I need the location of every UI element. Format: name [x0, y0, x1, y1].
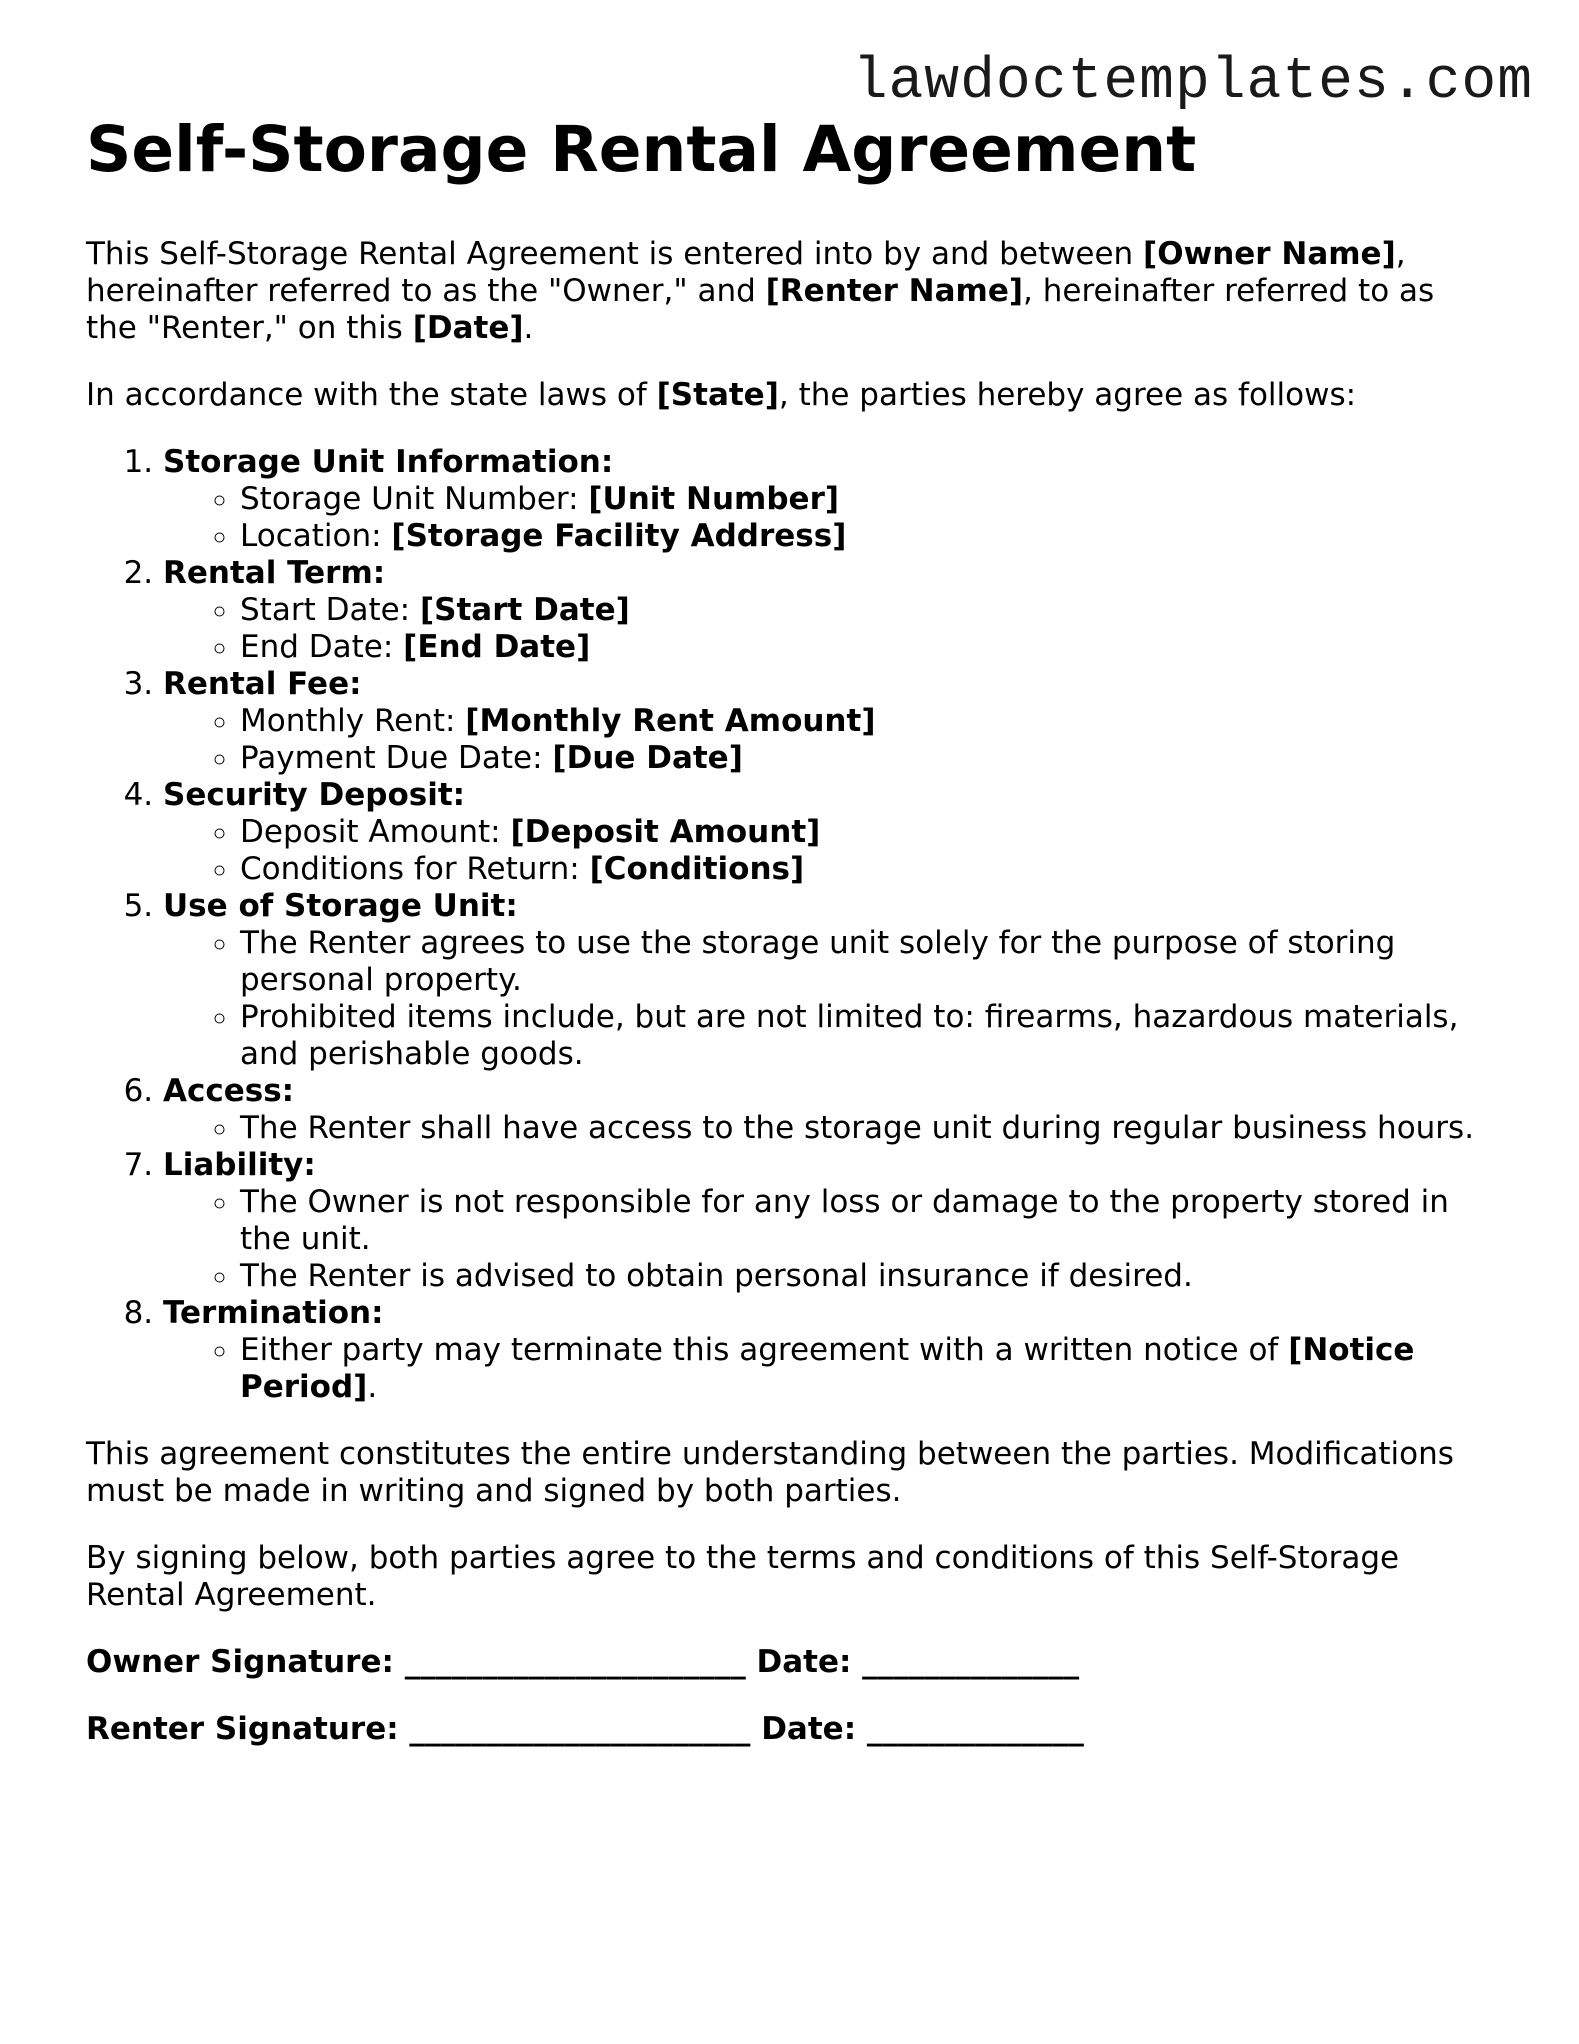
section-items — [163, 814, 1486, 888]
section-liability — [163, 1147, 1486, 1295]
end-date-placeholder: [End Date] — [403, 629, 591, 665]
section-heading: Access: — [163, 1073, 295, 1109]
section-heading: Rental Fee: — [163, 666, 362, 702]
deposit-amount-placeholder: [Deposit Amount] — [510, 814, 821, 850]
list-item — [240, 592, 1486, 629]
item-label: Payment Due Date: — [240, 740, 553, 776]
section-security-deposit — [163, 777, 1486, 888]
section-items — [163, 1110, 1486, 1147]
list-item — [240, 629, 1486, 666]
section-rental-term — [163, 555, 1486, 666]
unit-number-placeholder: [Unit Number] — [588, 481, 840, 517]
item-label: Deposit Amount: — [240, 814, 511, 850]
watermark: lawdoctemplates.com — [852, 50, 1533, 115]
section-heading: Liability: — [163, 1147, 316, 1183]
section-heading: Termination: — [163, 1295, 384, 1331]
list-item: ◦ The Owner is not responsible for any loss or damage to the property stored in the unit. — [240, 1184, 1486, 1258]
list-item: ◦ The Renter shall have access to the storage unit during regular business hours. — [240, 1110, 1486, 1147]
section-heading: Use of Storage Unit: — [163, 888, 518, 924]
renter-name-placeholder: [Renter Name] — [765, 273, 1024, 309]
state-text-2: , the parties hereby agree as follows: — [778, 377, 1357, 413]
facility-address-placeholder: [Storage Facility Address] — [391, 518, 847, 554]
section-items — [163, 1332, 1486, 1406]
list-item: ◦ The Renter agrees to use the storage unit solely for the purpose of storing personal property. — [240, 925, 1486, 999]
section-access — [163, 1073, 1486, 1147]
owner-name-placeholder: [Owner Name] — [1143, 236, 1396, 272]
intro-text-4: . — [523, 310, 534, 346]
document-title: Self-Storage Rental Agreement — [86, 113, 1197, 186]
item-text-end: . — [367, 1369, 378, 1405]
list-item — [240, 703, 1486, 740]
owner-signature-line — [86, 1644, 1486, 1681]
section-heading: Security Deposit: — [163, 777, 466, 813]
section-items — [163, 592, 1486, 666]
due-date-placeholder: [Due Date] — [552, 740, 743, 776]
intro-text-1: This Self-Storage Rental Agreement is entered into by and between — [86, 236, 1144, 272]
intro-text-3: , hereinafter referred to as the "Renter," on this — [86, 273, 1435, 346]
monthly-rent-placeholder: [Monthly Rent Amount] — [465, 703, 876, 739]
date-placeholder: [Date] — [412, 310, 524, 346]
list-item — [240, 1332, 1486, 1406]
list-item — [240, 740, 1486, 777]
entire-agreement-paragraph: This agreement constitutes the entire understanding between the parties. Modifications must be made in writing and signed by both parties. — [86, 1436, 1454, 1509]
state-placeholder: [State] — [656, 377, 779, 413]
signing-statement: By signing below, both parties agree to the terms and conditions of this Self-Storage Rental Agreement. — [86, 1540, 1400, 1613]
list-item: ◦ Prohibited items include, but are not limited to: firearms, hazardous materials, and perishable goods. — [240, 999, 1486, 1073]
section-storage-unit — [163, 444, 1486, 555]
list-item — [240, 851, 1486, 888]
section-heading: Rental Term: — [163, 555, 386, 591]
item-text: Either party may terminate this agreement with a written notice of — [240, 1332, 1289, 1368]
list-item — [240, 518, 1486, 555]
section-use-of-unit — [163, 888, 1486, 1073]
conditions-placeholder: [Conditions] — [589, 851, 805, 887]
renter-signature-text: Renter Signature: ______________________ Date: ______________ — [86, 1711, 1084, 1747]
document-body — [86, 108, 1486, 1748]
item-label: Conditions for Return: — [240, 851, 590, 887]
renter-signature-line — [86, 1711, 1486, 1748]
list-item: ◦ The Renter is advised to obtain personal insurance if desired. — [240, 1258, 1486, 1295]
list-item — [240, 481, 1486, 518]
agreement-sections — [86, 444, 1486, 1406]
intro-text-2: , hereinafter referred to as the "Owner," and — [86, 236, 1406, 309]
section-items — [163, 481, 1486, 555]
item-label: Location: — [240, 518, 392, 554]
section-heading: Storage Unit Information: — [163, 444, 614, 480]
start-date-placeholder: [Start Date] — [419, 592, 630, 628]
notice-period-placeholder: [Notice Period] — [240, 1332, 1415, 1405]
item-label: Monthly Rent: — [240, 703, 466, 739]
item-label: Storage Unit Number: — [240, 481, 589, 517]
section-items — [163, 703, 1486, 777]
section-items — [163, 1184, 1486, 1295]
section-rental-fee — [163, 666, 1486, 777]
state-clause — [86, 377, 1486, 414]
owner-signature-text: Owner Signature: ______________________ Date: ______________ — [86, 1644, 1080, 1680]
section-items — [163, 925, 1486, 1073]
section-termination — [163, 1295, 1486, 1406]
list-item — [240, 814, 1486, 851]
state-text-1: In accordance with the state laws of — [86, 377, 657, 413]
item-label: End Date: — [240, 629, 404, 665]
intro-paragraph — [86, 236, 1486, 347]
item-label: Start Date: — [240, 592, 420, 628]
